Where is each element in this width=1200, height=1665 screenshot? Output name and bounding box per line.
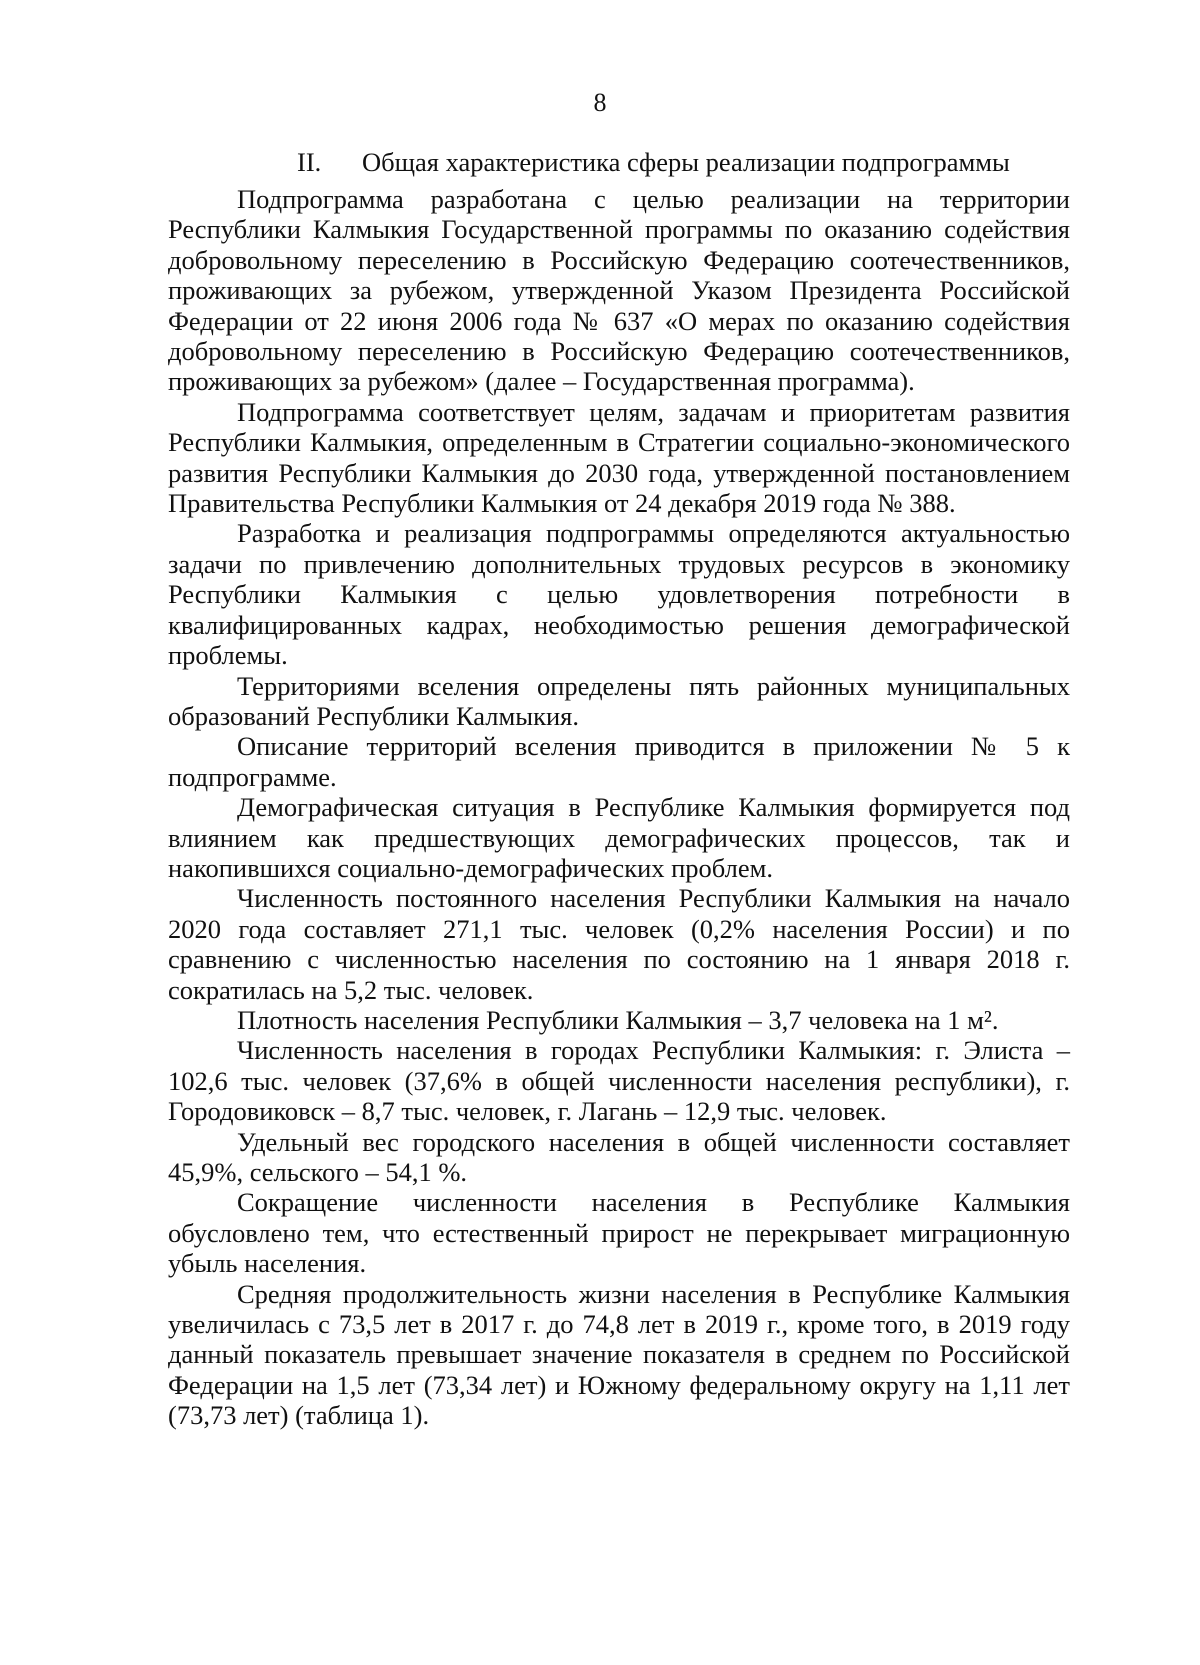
body-text: [168, 184, 1070, 1431]
paragraph-density: Плотность населения Республики Калмыкия – 3,7 человека на 1 м².: [237, 1004, 999, 1035]
paragraph-urban-share: Удельный вес городского населения в общей численности составляет 45,9%, сельского – 54,1 %.: [168, 1126, 1070, 1187]
paragraph-territories: Территориями вселения определены пять районных муниципальных образований Республики Калмыкия.: [168, 670, 1070, 731]
paragraph-strategy: Подпрограмма соответствует целям, задачам и приоритетам развития Республики Калмыкия, определенным в Стратегии социально-экономического развития Республики Калмыкия до 2030 года, утвержденной постановлением Правительства Республики Калмыкия от 24 декабря 2019 года № 388.: [168, 396, 1070, 519]
page-number: 8: [593, 88, 607, 117]
paragraph-demographic-situation: Демографическая ситуация в Республике Калмыкия формируется под влиянием как предшествующих демографических процессов, так и накопившихся социально-демографических проблем.: [168, 792, 1070, 883]
paragraph-decline: Сокращение численности населения в Республике Калмыкия обусловлено тем, что естественный прирост не перекрывает миграционную убыль населения.: [168, 1187, 1070, 1279]
paragraph-purpose: Подпрограмма разработана с целью реализации на территории Республики Калмыкия Государственной программы по оказанию содействия добровольному переселению в Российскую Федерацию соотечественников, проживающих за рубежом, утвержденной Указом Президента Российской Федерации от 22 июня 2006 года № 637 «О мерах по оказанию содействия добровольному переселению в Российскую Федерацию соотечественников, проживающих за рубежом» (далее – Государственная программа).: [168, 184, 1070, 397]
paragraph-life-expectancy: Средняя продолжительность жизни населения в Республике Калмыкия увеличилась с 73,5 лет в 2017 г. до 74,8 лет в 2019 г., кроме того, в 2019 году данный показатель превышает значение показателя в среднем по Российской Федерации на 1,5 лет (73,34 лет) и Южному федеральному округу на 1,11 лет (73,73 лет) (таблица 1).: [168, 1278, 1070, 1431]
paragraph-relevance: Разработка и реализация подпрограммы определяются актуальностью задачи по привлечению дополнительных трудовых ресурсов в экономику Республики Калмыкия с целью удовлетворения потребности в квалифицированных кадрах, необходимостью решения демографической проблемы.: [168, 518, 1070, 671]
section-number: II.: [297, 147, 322, 177]
paragraph-population: Численность постоянного населения Республики Калмыкия на начало 2020 года составляет 271,1 тыс. человек (0,2% населения России) и по сравнению с численностью населения по состоянию на 1 января 2018 г. сократилась на 5,2 тыс. человек.: [168, 883, 1070, 1005]
section-heading: [297, 146, 1057, 178]
section-title: Общая характеристика сферы реализации подпрограммы: [362, 147, 1010, 177]
paragraph-cities: Численность населения в городах Республики Калмыкия: г. Элиста – 102,6 тыс. человек (37,6% в общей численности населения республики), г. Городовиковск – 8,7 тыс. человек, г. Лагань – 12,9 тыс. человек.: [168, 1035, 1070, 1127]
paragraph-territories-description: Описание территорий вселения приводится в приложении № 5 к подпрограмме.: [168, 731, 1070, 792]
